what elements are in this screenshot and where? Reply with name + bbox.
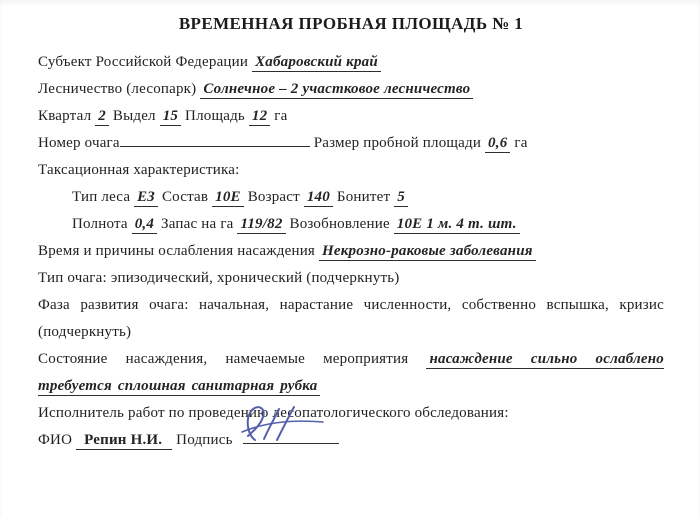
region-value: Хабаровский край (252, 54, 381, 72)
fio-label: ФИО (38, 432, 73, 448)
regeneration-label: Возобновление (289, 216, 390, 232)
signature-area (243, 429, 339, 444)
forestry-value: Солнечное – 2 участковое лесничество (200, 81, 473, 99)
weakening-label: Время и причины ослабления насаждения (38, 243, 316, 259)
forest-type-value: ЕЗ (134, 189, 158, 207)
forest-type-label: Тип леса (72, 189, 131, 205)
field-focus-number-plot-size (38, 130, 664, 157)
plot-size-label: Размер пробной площади (313, 135, 482, 151)
field-region (38, 49, 664, 76)
quarter-label: Квартал (38, 108, 92, 124)
field-forest-type-line (38, 184, 664, 211)
quarter-value: 2 (95, 108, 109, 126)
density-label: Полнота (72, 216, 128, 232)
field-forestry (38, 76, 664, 103)
taxation-header: Таксационная характеристика: (38, 162, 240, 178)
executor-line: Исполнитель работ по проведению лесопатологического обследования: (38, 405, 509, 421)
vydel-label: Выдел (112, 108, 156, 124)
plot-size-unit: га (514, 135, 528, 151)
condition-value: насаждение сильно ослаблено требуется сплошная санитарная рубка (38, 351, 664, 394)
signature-ink (239, 402, 327, 446)
fio-value: Репин Н.И. (76, 432, 172, 450)
density-value: 0,4 (132, 216, 157, 234)
stock-label: Запас на га (161, 216, 234, 232)
field-condition (38, 346, 664, 400)
area-unit: га (274, 108, 288, 124)
regeneration-value: 10Е 1 м. 4 т. шт. (394, 216, 520, 234)
focus-number-blank (120, 132, 310, 147)
bonitet-label: Бонитет (336, 189, 391, 205)
age-label: Возраст (247, 189, 300, 205)
field-density-line (38, 211, 664, 238)
field-quarter-vydel-area (38, 103, 664, 130)
field-weakening (38, 238, 664, 265)
focus-number-label: Номер очага (38, 135, 120, 151)
weakening-value: Некрозно-раковые заболевания (319, 243, 536, 261)
vydel-value: 15 (160, 108, 181, 126)
field-fio-signature (38, 427, 664, 454)
condition-label: Состояние насаждения, намечаемые мероприятия (38, 351, 409, 367)
stock-value: 119/82 (237, 216, 285, 234)
plot-size-value: 0,6 (485, 135, 510, 153)
page-title: ВРЕМЕННАЯ ПРОБНАЯ ПЛОЩАДЬ № 1 (178, 14, 524, 33)
focus-type-line: Тип очага: эпизодический, хронический (подчеркнуть) (38, 270, 400, 286)
composition-value: 10Е (212, 189, 244, 207)
area-label: Площадь (185, 108, 245, 124)
signature-label: Подпись (176, 432, 233, 448)
phase-line: Фаза развития очага: начальная, нарастание численности, собственно вспышка, кризис (подчеркнуть) (38, 297, 664, 340)
age-value: 140 (304, 189, 333, 207)
forestry-label: Лесничество (лесопарк) (38, 81, 197, 97)
composition-label: Состав (161, 189, 209, 205)
area-value: 12 (249, 108, 270, 126)
bonitet-value: 5 (394, 189, 408, 207)
region-label: Субъект Российской Федерации (38, 54, 249, 70)
